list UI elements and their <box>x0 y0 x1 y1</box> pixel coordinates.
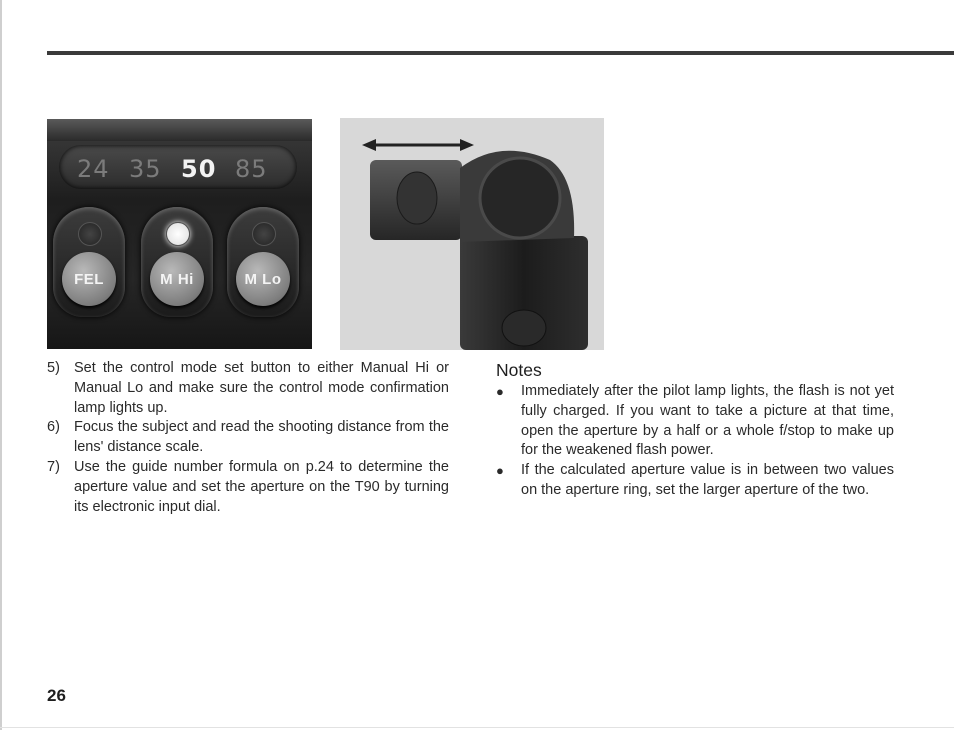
confirmation-lamp-lit <box>166 222 190 246</box>
step-number: 6) <box>47 419 60 436</box>
control-panel-photo <box>47 119 312 349</box>
notes-title: Notes <box>496 360 542 380</box>
confirmation-lamp <box>78 222 102 246</box>
step-text: Set the control mode set button to either Manual Hi or Manual Lo and make sure the control mode confirmation lamp lights up. <box>74 360 449 416</box>
flash-head-lens <box>480 158 560 238</box>
scale-value-selected: 50 <box>181 155 217 183</box>
procedure-steps <box>47 359 449 517</box>
m-hi-button-pod <box>141 207 213 317</box>
focal-length-scale <box>59 145 297 189</box>
fel-button-pod <box>53 207 125 317</box>
m-lo-button-pod <box>227 207 299 317</box>
scale-value: 24 <box>77 155 110 183</box>
header-rule <box>47 51 954 55</box>
scale-value: 85 <box>235 155 268 183</box>
step-text: Focus the subject and read the shooting distance from the lens' distance scale. <box>74 419 449 456</box>
flash-body-dial <box>502 310 546 346</box>
note-text: If the calculated aperture value is in between two values on the aperture ring, set the larger aperture of the two. <box>521 462 894 498</box>
note-item <box>496 461 894 501</box>
page-bottom-edge <box>0 727 954 728</box>
scale-value: 35 <box>129 155 162 183</box>
m-lo-button: M Lo <box>236 252 290 306</box>
confirmation-lamp <box>252 222 276 246</box>
step-number: 7) <box>47 458 60 475</box>
step-item <box>47 458 449 517</box>
m-hi-button: M Hi <box>150 252 204 306</box>
arrow-head-right-icon <box>460 139 474 151</box>
page-edge <box>0 0 2 730</box>
step-text: Use the guide number formula on p.24 to determine the aperture value and set the aperture on the T90 by turning its electronic input dial. <box>74 458 449 515</box>
bullet-icon: ● <box>496 463 504 479</box>
flash-head-sensor <box>397 172 437 224</box>
note-item <box>496 382 894 461</box>
bullet-icon: ● <box>496 384 504 399</box>
step-item <box>47 359 449 418</box>
notes-section <box>496 359 894 501</box>
fel-button: FEL <box>62 252 116 306</box>
step-number: 5) <box>47 360 60 376</box>
step-item <box>47 418 449 458</box>
flash-head-illustration <box>340 118 604 350</box>
note-text: Immediately after the pilot lamp lights, the flash is not yet fully charged. If you want to take a picture at that time, open the aperture by a half or a whole f/stop to make up for the weakened flash power. <box>521 383 894 459</box>
arrow-head-left-icon <box>362 139 376 151</box>
flash-head-photo <box>340 118 604 350</box>
panel-top-band <box>47 119 312 141</box>
page-number: 26 <box>47 686 66 705</box>
